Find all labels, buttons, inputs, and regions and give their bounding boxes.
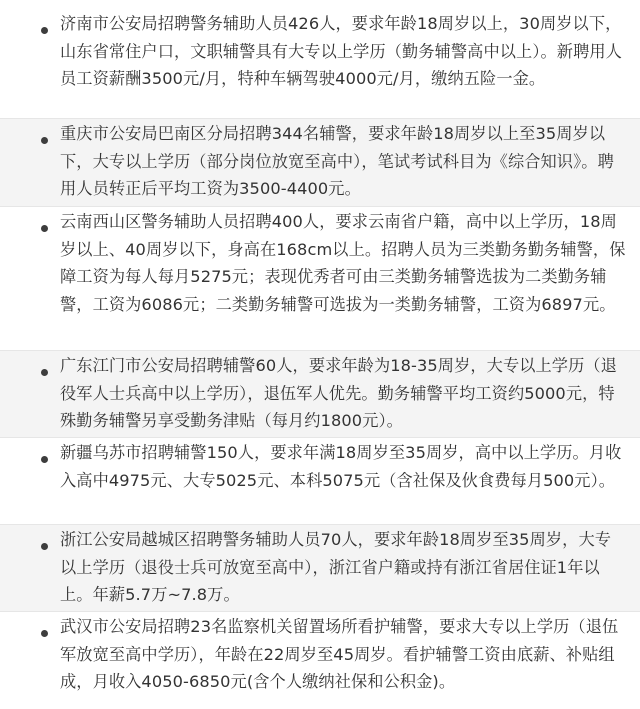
bullet-dot (41, 369, 48, 376)
list-item-text: 云南西山区警务辅助人员招聘400人，要求云南省户籍，高中以上学历，18周岁以上、40周岁以下，身高在168cm以上。招聘人员为三类勤务勤务辅警，保障工资为每人每月5275元；表现优秀者可由三类勤务辅警选拔为二类勤务辅警，工资为6086元；二类勤务辅警可选拔为一类勤务辅警，工资为6897元。 (60, 212, 626, 314)
bullet-dot (41, 27, 48, 34)
list-item-text: 重庆市公安局巴南区分局招聘344名辅警，要求年龄18周岁以上至35周岁以下，大专以上学历（部分岗位放宽至高中），笔试考试科目为《综合知识》。聘用人员转正后平均工资为3500-4400元。 (60, 124, 614, 199)
list-item (0, 525, 640, 611)
list-item (0, 119, 640, 206)
bullet-dot (41, 137, 48, 144)
bullet-dot (41, 630, 48, 637)
list-item (0, 612, 640, 709)
list-item (0, 0, 640, 118)
list-item (0, 207, 640, 350)
list-item (0, 351, 640, 437)
list-item-text: 浙江公安局越城区招聘警务辅助人员70人，要求年龄18周岁至35周岁，大专以上学历（退役士兵可放宽至高中），浙江省户籍或持有浙江省居住证1年以上。年薪5.7万~7.8万。 (60, 530, 612, 605)
list-item-text: 武汉市公安局招聘23名监察机关留置场所看护辅警，要求大专以上学历（退伍军放宽至高中学历），年龄在22周岁至45周岁。看护辅警工资由底薪、补贴组成，月收入4050-6850元(含个人缴纳社保和公积金)。 (60, 617, 619, 692)
list-item (0, 438, 640, 524)
bullet-dot (41, 456, 48, 463)
list-item-text: 新疆乌苏市招聘辅警150人，要求年满18周岁至35周岁，高中以上学历。月收入高中4975元、大专5025元、本科5075元（含社保及伙食费每月500元）。 (60, 443, 622, 490)
list-item-text: 广东江门市公安局招聘辅警60人，要求年龄为18-35周岁，大专以上学历（退役军人士兵高中以上学历），退伍军人优先。勤务辅警平均工资约5000元，特殊勤务辅警另享受勤务津贴（每月约1800元）。 (60, 356, 617, 431)
bullet-dot (41, 543, 48, 550)
bullet-dot (41, 225, 48, 232)
list-item-text: 济南市公安局招聘警务辅助人员426人，要求年龄18周岁以上，30周岁以下，山东省常住户口，文职辅警具有大专以上学历（勤务辅警高中以上）。新聘用人员工资薪酬3500元/月，特种车辆驾驶4000元/月，缴纳五险一金。 (60, 14, 622, 89)
